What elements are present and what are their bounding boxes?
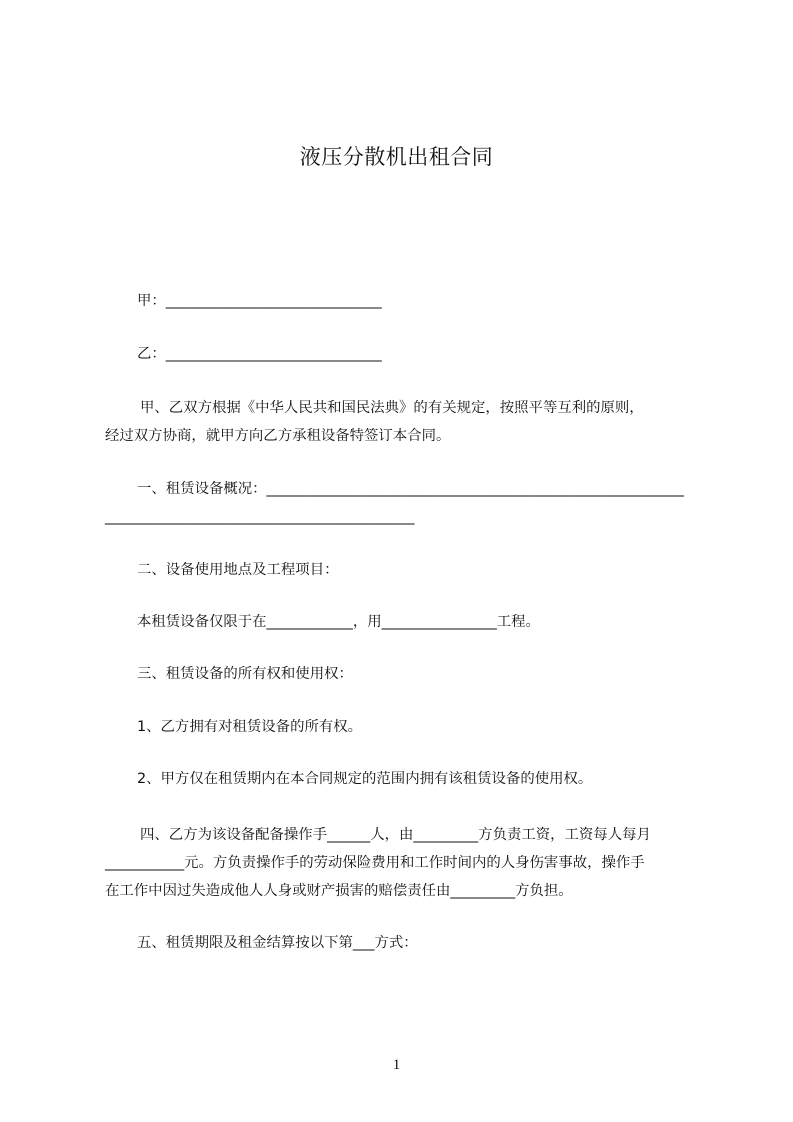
- section-4-line-1: 四、乙方为该设备配备操作手______人，由_________方负责工资，工资每人每月: [140, 827, 651, 843]
- section-3-item-1: 1、乙方拥有对租赁设备的所有权。: [137, 719, 363, 735]
- section-2-heading: 二、设备使用地点及工程项目：: [137, 562, 339, 578]
- section-3-item-2: 2、甲方仅在租赁期内在本合同规定的范围内拥有该租赁设备的使用权。: [137, 771, 593, 787]
- document-title: 液压分散机出租合同: [299, 145, 494, 169]
- section-4-line-2: ___________元。方负责操作手的劳动保险费用和工作时间内的人身伤害事故，操作手: [105, 855, 645, 871]
- preamble-line-2: 经过双方协商，就甲方向乙方承租设备特签订本合同。: [105, 428, 451, 444]
- section-1-continuation: ___________________________________________: [105, 509, 415, 525]
- section-4-line-3: 在工作中因过失造成他人人身或财产损害的赔偿责任由_________方负担。: [105, 883, 573, 899]
- section-1-heading: 一、租赁设备概况：__________________________________________________________: [137, 481, 684, 497]
- preamble-line-1: 甲、乙双方根据《中华人民共和国民法典》的有关规定，按照平等互利的原则，: [140, 400, 644, 416]
- party-a-line: 甲：______________________________: [137, 293, 382, 309]
- section-2-body: 本租赁设备仅限于在____________，用________________工程。: [137, 614, 540, 630]
- section-3-heading: 三、租赁设备的所有权和使用权：: [137, 666, 353, 682]
- page-number: 1: [392, 1057, 401, 1073]
- party-b-line: 乙：______________________________: [137, 346, 382, 362]
- section-5-heading: 五、租赁期限及租金结算按以下第___方式：: [137, 935, 418, 951]
